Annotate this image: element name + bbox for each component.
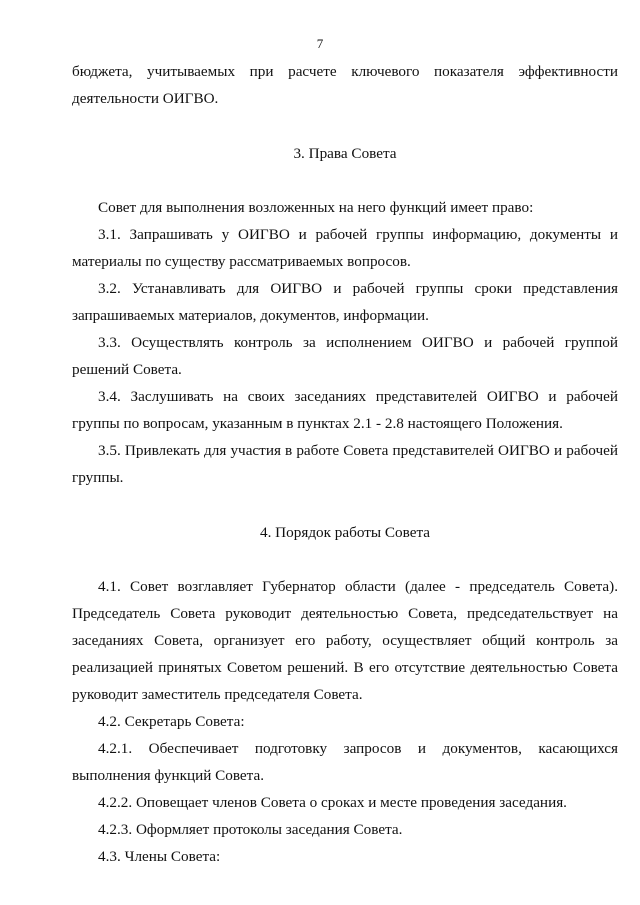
item-4-2-1-line-1: 4.2.1. Обеспечивает подготовку запросов и документов, касающихся [98,740,618,757]
item-3-1-line-1: 3.1. Запрашивать у ОИГВО и рабочей группы информацию, документы и [98,226,618,243]
item-4-2-2: 4.2.2. Оповещает членов Совета о сроках и месте проведения заседания. [98,794,567,811]
item-4-1-line-4: реализацией принятых Советом решений. В его отсутствие деятельностью Совета [72,659,618,676]
section-3-lead: Совет для выполнения возложенных на него функций имеет право: [98,199,534,216]
item-4-1-line-1: 4.1. Совет возглавляет Губернатор области (далее - председатель Совета). [98,578,618,595]
item-3-3-line-2: решений Совета. [72,361,182,378]
intro-line-1: бюджета, учитываемых при расчете ключевого показателя эффективности [72,63,618,80]
item-4-1-line-3: заседаниях Совета, организует его работу, осуществляет общий контроль за [72,632,618,649]
section-3-heading: 3. Права Совета [293,145,397,162]
item-3-1-line-2: материалы по существу рассматриваемых вопросов. [72,253,411,270]
item-3-4-line-1: 3.4. Заслушивать на своих заседаниях представителей ОИГВО и рабочей [98,388,618,405]
item-4-2-3: 4.2.3. Оформляет протоколы заседания Совета. [98,821,403,838]
section-4-heading: 4. Порядок работы Совета [259,524,431,541]
intro-line-2: деятельности ОИГВО. [72,90,219,107]
item-3-3-line-1: 3.3. Осуществлять контроль за исполнением ОИГВО и рабочей группой [98,334,618,351]
item-3-5-line-2: группы. [72,469,124,486]
item-3-2-line-2: запрашиваемых материалов, документов, информации. [72,307,429,324]
item-4-1-line-2: Председатель Совета руководит деятельностью Совета, председательствует на [72,605,618,622]
item-4-3: 4.3. Члены Совета: [98,848,221,865]
item-3-2-line-1: 3.2. Устанавливать для ОИГВО и рабочей группы сроки представления [98,280,618,297]
document-body [72,59,618,871]
page-number: 7 [316,36,324,51]
item-4-2-1-line-2: выполнения функций Совета. [72,767,265,784]
item-3-4-line-2: группы по вопросам, указанным в пунктах 2.1 - 2.8 настоящего Положения. [72,415,563,432]
item-4-2: 4.2. Секретарь Совета: [98,713,245,730]
item-4-1-line-5: руководит заместитель председателя Совета. [72,686,363,703]
item-3-5-line-1: 3.5. Привлекать для участия в работе Совета представителей ОИГВО и рабочей [98,442,618,459]
